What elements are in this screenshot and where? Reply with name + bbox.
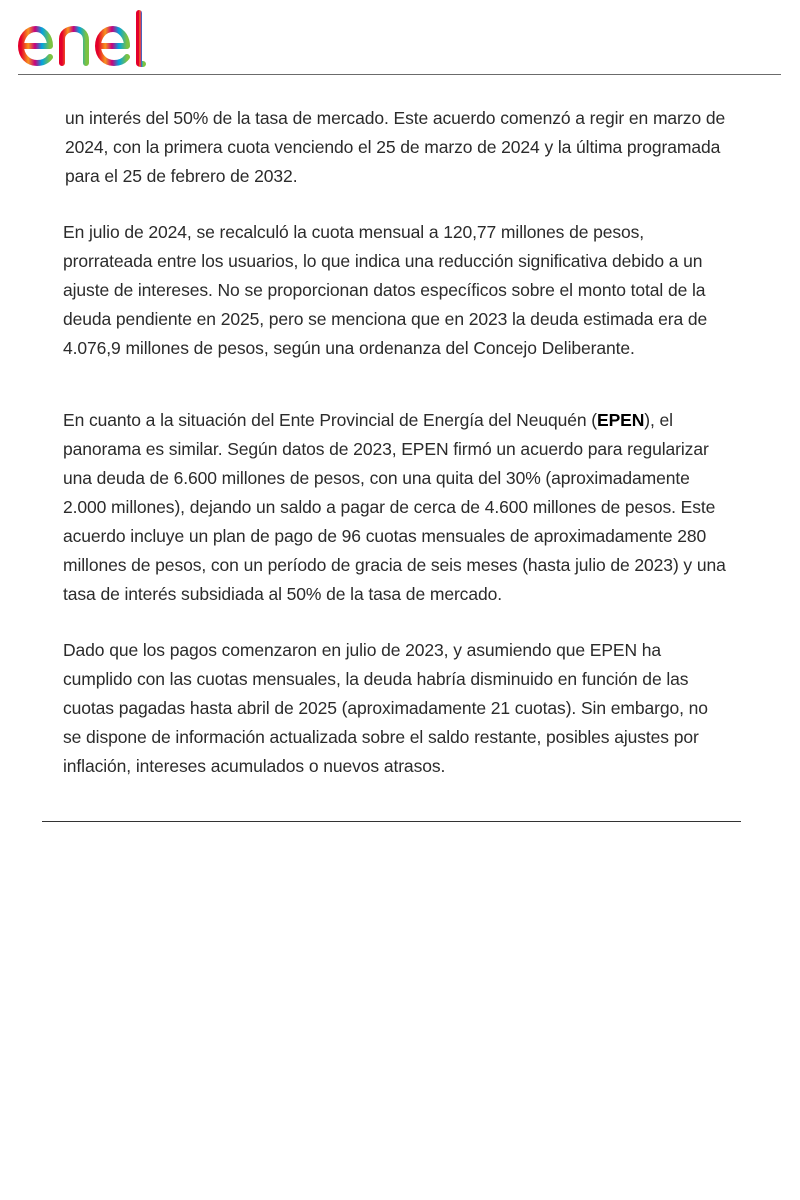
paragraph-3-start: En cuanto a la situación del Ente Provincial de Energía del Neuquén ( (63, 410, 598, 430)
article-body (63, 104, 728, 781)
paragraph-3 (63, 406, 728, 609)
paragraph-2: En julio de 2024, se recalculó la cuota mensual a 120,77 millones de pesos, prorrateada entre los usuarios, lo que indica una reducción significativa debido a un ajuste de intereses. No se proporcionan datos específicos sobre el monto total de la deuda pendiente en 2025, pero se menciona que en 2023 la deuda estimada era de 4.076,9 millones de pesos, según una ordenanza del Concejo Deliberante. (63, 222, 708, 358)
paragraph-4: Dado que los pagos comenzaron en julio de 2023, y asumiendo que EPEN ha cumplido con las cuotas mensuales, la deuda habría disminuido en función de las cuotas pagadas hasta abril de 2025 (aproximadamente 21 cuotas). Sin embargo, no se dispone de información actualizada sobre el saldo restante, posibles ajustes por inflación, intereses acumulados o nuevos atrasos. (63, 640, 708, 776)
enel-logo-icon (16, 8, 176, 70)
header-divider (18, 74, 781, 75)
page-header (0, 0, 800, 76)
paragraph-1: un interés del 50% de la tasa de mercado. Este acuerdo comenzó a regir en marzo de 2024, con la primera cuota venciendo el 25 de marzo de 2024 y la última programada para el 25 de febrero de 2032. (65, 108, 726, 186)
paragraph-3-end: ), el panorama es similar. Según datos de 2023, EPEN firmó un acuerdo para regularizar una deuda de 6.600 millones de pesos, con una quita del 30% (aproximadamente 2.000 millones), dejando un saldo a pagar de cerca de 4.600 millones de pesos. Este acuerdo incluye un plan de pago de 96 cuotas mensuales de aproximadamente 280 millones de pesos, con un período de gracia de seis meses (hasta julio de 2023) y una tasa de interés subsidiada al 50% de la tasa de mercado. (63, 410, 726, 604)
footer-divider (42, 821, 741, 822)
epen-bold-text: EPEN (597, 410, 645, 430)
